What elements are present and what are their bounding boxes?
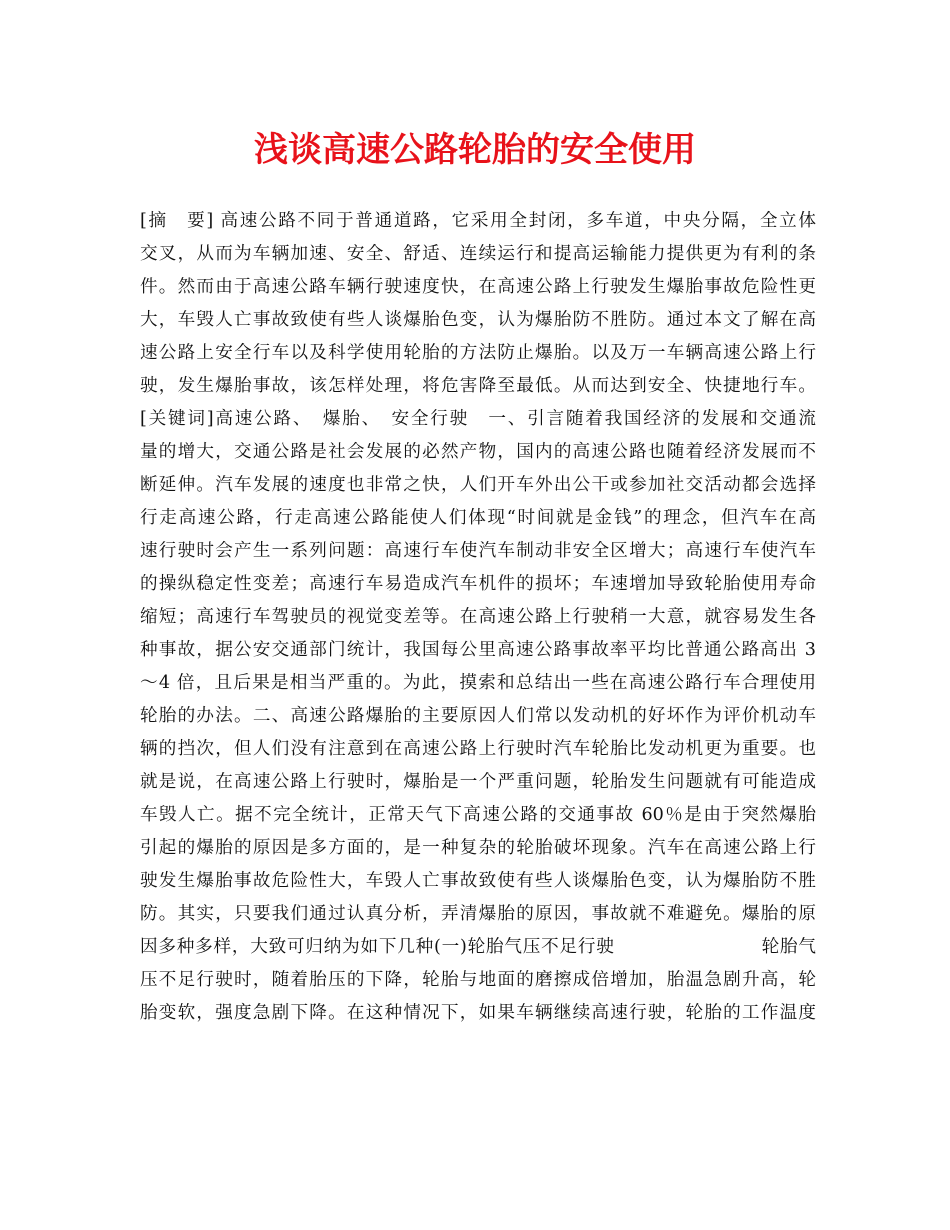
body-line: 轮胎的办法。二、高速公路爆胎的主要原因人们常以发动机的好坏作为评价机动车 bbox=[140, 706, 816, 726]
body-line: 驶，发生爆胎事故，该怎样处理，将危害降至最低。从而达到安全、快捷地行车。 bbox=[140, 376, 816, 396]
body-line: 防。其实，只要我们通过认真分析，弄清爆胎的原因，事故就不难避免。爆胎的原 bbox=[140, 904, 816, 924]
body-line: [摘 要] 高速公路不同于普通道路，它采用全封闭，多车道，中央分隔，全立体 bbox=[140, 211, 816, 231]
body-line: 辆的挡次，但人们没有注意到在高速公路上行驶时汽车轮胎比发动机更为重要。也 bbox=[140, 739, 816, 759]
body-line: 缩短；高速行车驾驶员的视觉变差等。在高速公路上行驶稍一大意，就容易发生各 bbox=[140, 607, 816, 627]
body-line: 引起的爆胎的原因是多方面的，是一种复杂的轮胎破坏现象。汽车在高速公路上行 bbox=[140, 838, 816, 858]
body-line: 压不足行驶时，随着胎压的下降，轮胎与地面的磨擦成倍增加，胎温急剧升高，轮 bbox=[140, 970, 816, 990]
body-line: [关键词]高速公路、 爆胎、 安全行驶 一、引言随着我国经济的发展和交通流 bbox=[140, 409, 816, 429]
body-line: 就是说，在高速公路上行驶时，爆胎是一个严重问题，轮胎发生问题就有可能造成 bbox=[140, 772, 816, 792]
body-line: 交叉，从而为车辆加速、安全、舒适、连续运行和提高运输能力提供更为有利的条 bbox=[140, 244, 816, 264]
document-body bbox=[140, 205, 816, 1030]
body-line: 的操纵稳定性变差；高速行车易造成汽车机件的损坏；车速增加导致轮胎使用寿命 bbox=[140, 574, 816, 594]
body-line: 速公路上安全行车以及科学使用轮胎的方法防止爆胎。以及万一车辆高速公路上行 bbox=[140, 343, 816, 363]
body-line: 量的增大，交通公路是社会发展的必然产物，国内的高速公路也随着经济发展而不 bbox=[140, 442, 816, 462]
body-line: 件。然而由于高速公路车辆行驶速度快，在高速公路上行驶发生爆胎事故危险性更 bbox=[140, 277, 816, 297]
body-line: 种事故，据公安交通部门统计，我国每公里高速公路事故率平均比普通公路高出 3 bbox=[140, 640, 816, 660]
body-line: 行走高速公路，行走高速公路能使人们体现“时间就是金钱”的理念，但汽车在高 bbox=[140, 508, 816, 528]
body-line: 速行驶时会产生一系列问题：高速行车使汽车制动非安全区增大；高速行车使汽车 bbox=[140, 541, 816, 561]
body-line: ～4 倍，且后果是相当严重的。为此，摸索和总结出一些在高速公路行车合理使用 bbox=[140, 673, 816, 693]
body-line: 因多种多样，大致可归纳为如下几种(一)轮胎气压不足行驶 轮胎气 bbox=[140, 937, 816, 957]
document-title: 浅谈高速公路轮胎的安全使用 bbox=[254, 130, 696, 170]
body-line: 驶发生爆胎事故危险性大，车毁人亡事故致使有些人谈爆胎色变，认为爆胎防不胜 bbox=[140, 871, 816, 891]
body-line: 车毁人亡。据不完全统计，正常天气下高速公路的交通事故 60％是由于突然爆胎 bbox=[140, 805, 816, 825]
body-line: 断延伸。汽车发展的速度也非常之快，人们开车外出公干或参加社交活动都会选择 bbox=[140, 475, 816, 495]
body-line: 大，车毁人亡事故致使有些人谈爆胎色变，认为爆胎防不胜防。通过本文了解在高 bbox=[140, 310, 816, 330]
body-line: 胎变软，强度急剧下降。在这种情况下，如果车辆继续高速行驶，轮胎的工作温度 bbox=[140, 1003, 816, 1023]
